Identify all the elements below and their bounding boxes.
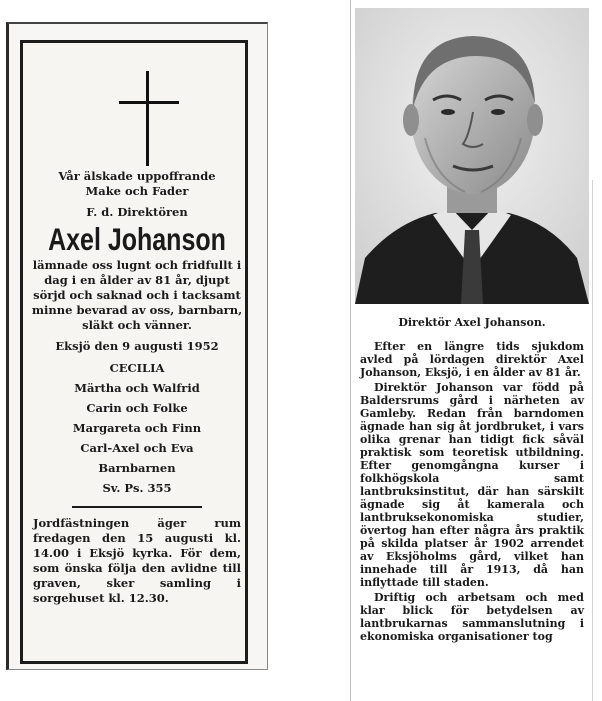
cross-icon — [119, 71, 179, 166]
deceased-name: Axel Johanson — [48, 222, 226, 258]
notice-body: lämnade oss lugnt och fridfullt i dag i en ålder av 81 år, djupt sörjd och saknad och i tacksamt minne bevarad av oss, barnbarn, släkt och vänner. — [31, 258, 243, 332]
notice-intro-line2: Make och Fader — [85, 184, 189, 198]
family-member: Carl-Axel och Eva — [80, 441, 194, 455]
photo-caption: Direktör Axel Johanson. — [398, 316, 546, 329]
family-member: Carin och Folke — [86, 401, 188, 415]
obituary-paragraph: Direktör Johanson var född på Baldersrums gård i närheten av Gamleby. Redan från barndomen ägnade han sig åt jordbruket, i vars olika grenar han tidigt fick såväl praktisk som teoretisk utbildning. Efter genomgångna kurser i folkhögskola samt lantbruksinstitut, där han särskilt ägnade sig åt kamerala och lantbruksekonomiska studier, övertog han efter några års praktik på skilda platser år 1902 arrendet av Eksjöholms gård, vilket han innehade till år 1913, då han inflyttade till staden. — [360, 381, 584, 589]
notice-place-date: Eksjö den 9 augusti 1952 — [55, 339, 219, 353]
obituary-paragraph: Driftig och arbetsam och med klar blick för betydelsen av lantbrukarnas sammanslutning i ekonomiska organisationer tog — [360, 591, 584, 643]
notice-title: F. d. Direktören — [86, 205, 188, 219]
portrait-photo — [355, 8, 589, 304]
column-rule — [592, 180, 593, 701]
divider — [72, 506, 202, 508]
family-member: Margareta och Finn — [72, 421, 202, 435]
notice-intro-line1: Vår älskade uppoffrande — [58, 169, 216, 183]
column-rule — [350, 0, 351, 701]
obituary-paragraph: Efter en längre tids sjukdom avled på lördagen direktör Axel Johanson, Eksjö, i en ålder av 81 år. — [360, 340, 584, 379]
obituary-text — [360, 340, 584, 645]
family-member: Märtha och Walfrid — [74, 381, 200, 395]
notice-psalm: Sv. Ps. 355 — [102, 481, 172, 495]
death-notice — [20, 40, 248, 664]
notice-text — [29, 169, 245, 606]
burial-info: Jordfästningen äger rum fredagen den 15 augusti kl. 14.00 i Eksjö kyrka. För dem, som önska följa den avlidne till graven, sker samling i sorgehuset kl. 12.30. — [33, 516, 241, 605]
family-member: CECILIA — [109, 361, 165, 375]
family-member: Barnbarnen — [98, 461, 176, 475]
